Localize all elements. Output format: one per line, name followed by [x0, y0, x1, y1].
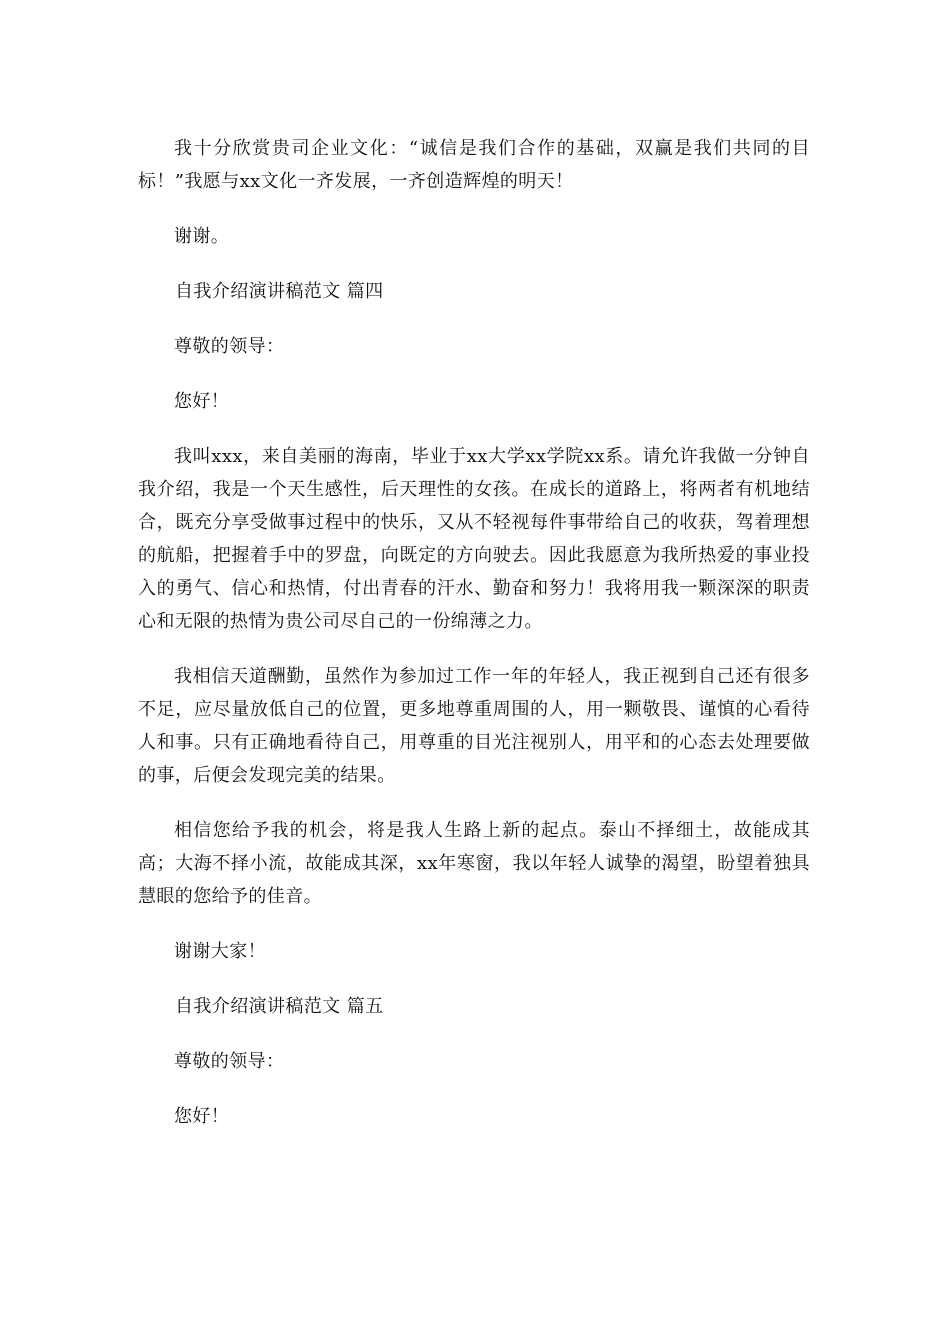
paragraph-diligence: 我相信天道酬勤，虽然作为参加过工作一年的年轻人，我正视到自己还有很多不足，应尽量放低自己的位置，更多地尊重周围的人，用一颗敬畏、谨慎的心看待人和事。只有正确地看待自己，用尊重的目光注视别人，用平和的心态去处理要做的事，后便会发现完美的结果。	[138, 666, 810, 786]
paragraph-thanks-all: 谢谢大家！	[174, 941, 266, 962]
document-page	[138, 132, 810, 1133]
section-heading-5: 自我介绍演讲稿范文 篇五	[175, 996, 384, 1017]
paragraph-opportunity: 相信您给予我的机会，将是我人生路上新的起点。泰山不择细土，故能成其高；大海不择小流，故能成其深，xx年寒窗，我以年轻人诚挚的渴望，盼望着独具慧眼的您给予的佳音。	[138, 820, 810, 907]
salutation: 尊敬的领导：	[174, 336, 285, 357]
paragraph-introduction: 我叫xxx，来自美丽的海南，毕业于xx大学xx学院xx系。请允许我做一分钟自我介绍，我是一个天生感性，后天理性的女孩。在成长的道路上，将两者有机地结合，既充分享受做事过程中的快乐，又从不轻视每件事带给自己的收获，驾着理想的航船，把握着手中的罗盘，向既定的方向驶去。因此我愿意为我所热爱的事业投入的勇气、信心和热情，付出青春的汗水、勤奋和努力！我将用我一颗深深的职责心和无限的热情为贵公司尽自己的一份绵薄之力。	[138, 446, 810, 632]
section-heading-4: 自我介绍演讲稿范文 篇四	[175, 281, 384, 302]
greeting-2: 您好！	[174, 1106, 230, 1127]
greeting: 您好！	[174, 391, 230, 412]
paragraph-culture: 我十分欣赏贵司企业文化：“诚信是我们合作的基础，双赢是我们共同的目标！”我愿与xx文化一齐发展，一齐创造辉煌的明天！	[138, 138, 810, 192]
paragraph-thanks: 谢谢。	[174, 226, 230, 247]
salutation-2: 尊敬的领导：	[174, 1051, 285, 1072]
